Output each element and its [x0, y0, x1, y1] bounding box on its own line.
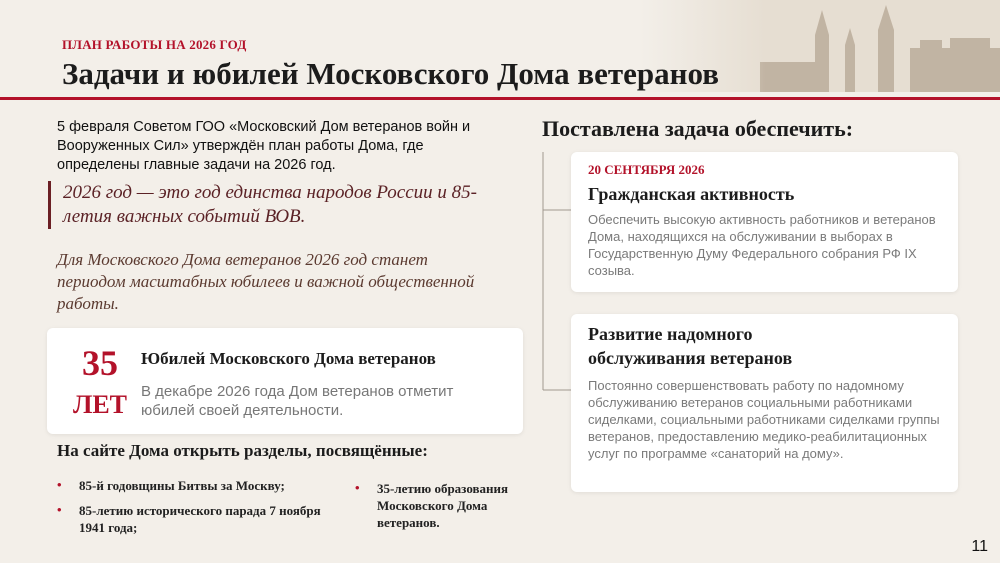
bullet-dot-icon: • — [355, 480, 360, 495]
task-card-home-care — [571, 314, 958, 492]
list-item — [57, 477, 327, 494]
jubilee-years-number: 35 — [82, 343, 118, 383]
list-item — [355, 480, 535, 531]
list-item — [57, 502, 327, 536]
highlight-quote: 2026 год — это год единства народов России и 85-летия важных событий ВОВ. — [48, 181, 493, 229]
list-item-label: 85-й годовщины Битвы за Москву; — [79, 478, 285, 493]
jubilee-text: В декабре 2026 года Дом ветеранов отметит юбилей своей деятельности. — [141, 383, 454, 419]
intro-text: 5 февраля Советом ГОО «Московский Дом ветеранов войн и Вооруженных Сил» утверждён план работы Дома, где определены главные задачи на 2026 год. — [57, 119, 471, 173]
tasks-connector-lines — [533, 150, 573, 400]
task-card-civic — [571, 152, 958, 292]
list-item-label: 85-летию исторического парада 7 ноября 1941 года; — [79, 503, 321, 535]
task-text: Обеспечить высокую активность работников и ветеранов Дома, находящихся на обслуживании в выборах в Государственную Думу Федерального собрания РФ IX созыва. — [588, 212, 936, 278]
jubilee-card — [47, 328, 523, 434]
page-number: 11 — [971, 538, 988, 555]
task-title: Гражданская активность — [588, 184, 795, 204]
task-text: Постоянно совершенствовать работу по надомному обслуживанию ветеранов социальными работниками сиделками, социальными работниками сиделками группы ветеранов, предоставлению медико-реабилитационных услуг по программе «санаторий на дому». — [588, 378, 940, 461]
task-title: Развитие надомного обслуживания ветеранов — [588, 324, 793, 368]
task-date: 20 СЕНТЯБРЯ 2026 — [588, 162, 705, 177]
bullet-dot-icon: • — [57, 502, 62, 517]
sections-list-left — [57, 477, 327, 544]
jubilee-years-unit: ЛЕТ — [72, 390, 128, 419]
secondary-quote: Для Московского Дома ветеранов 2026 год станет периодом масштабных юбилеев и важной общественной работы. — [57, 250, 475, 313]
title-divider — [0, 97, 1000, 100]
tasks-heading: Поставлена задача обеспечить: — [542, 116, 854, 141]
sections-list-right — [355, 480, 535, 539]
list-item-label: 35-летию образования Московского Дома ветеранов. — [377, 481, 509, 530]
page-title: Задачи и юбилей Московского Дома ветеранов — [62, 56, 719, 91]
plan-eyebrow: ПЛАН РАБОТЫ НА 2026 ГОД — [62, 37, 247, 52]
bullet-dot-icon: • — [57, 477, 62, 492]
sections-heading: На сайте Дома открыть разделы, посвящённые: — [57, 441, 428, 460]
jubilee-title: Юбилей Московского Дома ветеранов — [141, 349, 436, 368]
